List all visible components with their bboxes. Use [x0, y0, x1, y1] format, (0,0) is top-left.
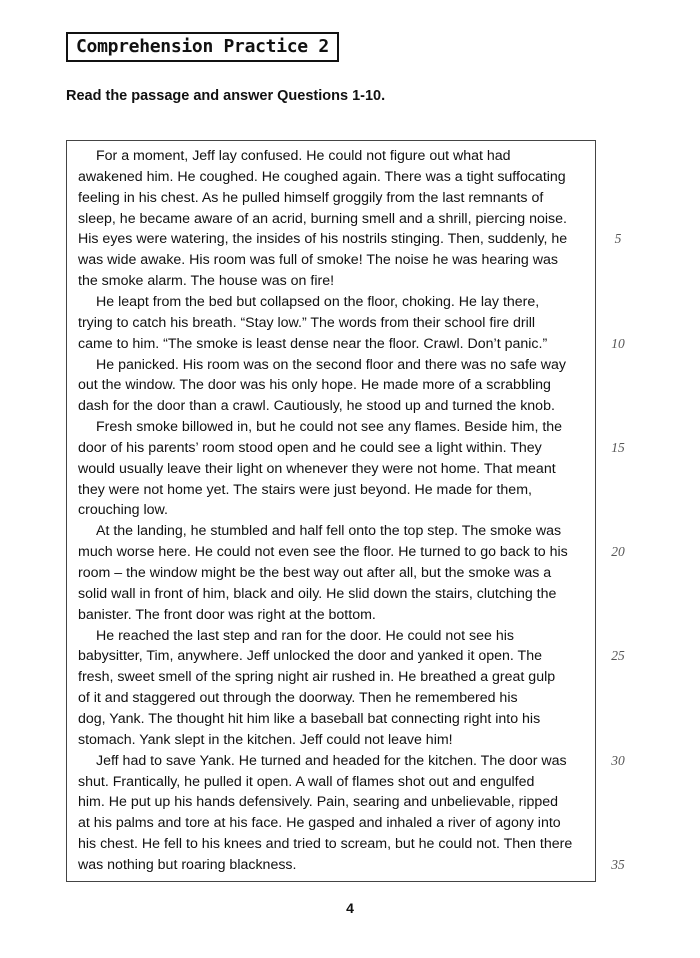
passage-line: him. He put up his hands defensively. Pain, searing and unbelievable, ripped: [78, 794, 559, 811]
line-number: 20: [611, 544, 625, 560]
passage-line: sleep, he became aware of an acrid, burning smell and a shrill, piercing noise.: [78, 210, 567, 227]
passage-line: they were not home yet. The stairs were just beyond. He made for them,: [78, 481, 532, 498]
passage-line: at his palms and tore at his face. He gasped and inhaled a river of agony into: [78, 815, 561, 832]
passage-line: trying to catch his breath. “Stay low.” The words from their school fire drill: [78, 314, 536, 331]
passage-line: Fresh smoke billowed in, but he could not see any flames. Beside him, the: [96, 419, 563, 436]
passage-line: was nothing but roaring blackness.: [78, 856, 297, 873]
passage-line: crouching low.: [78, 502, 168, 519]
passage-line: door of his parents’ room stood open and he could see a light within. They: [78, 439, 542, 456]
passage-line: He reached the last step and ran for the door. He could not see his: [96, 627, 515, 644]
passage-line: his chest. He fell to his knees and tried to scream, but he could not. Then there: [78, 836, 573, 853]
passage-line: the smoke alarm. The house was on fire!: [78, 273, 335, 290]
page-number: 4: [346, 900, 354, 916]
page-title: Comprehension Practice 2: [66, 32, 339, 62]
passage-line: came to him. “The smoke is least dense near the floor. Crawl. Don’t panic.”: [78, 335, 548, 352]
passage-line: For a moment, Jeff lay confused. He could not figure out what had: [96, 148, 511, 164]
passage-line: was wide awake. His room was full of smoke! The noise he was hearing was: [78, 252, 558, 269]
passage-line: dash for the door than a crawl. Cautiously, he stood up and turned the knob.: [78, 398, 555, 415]
line-number: 35: [611, 856, 625, 872]
passage-line: fresh, sweet smell of the spring night air rushed in. He breathed a great gulp: [78, 669, 556, 686]
passage-line: awakened him. He coughed. He coughed again. There was a tight suffocating: [78, 168, 566, 185]
passage-line: He panicked. His room was on the second floor and there was no safe way: [96, 356, 567, 373]
passage-line: dog, Yank. The thought hit him like a baseball bat connecting right into his: [78, 710, 541, 727]
passage-line: much worse here. He could not even see the floor. He turned to go back to his: [78, 544, 568, 561]
passage-line: His eyes were watering, the insides of his nostrils stinging. Then, suddenly, he: [78, 231, 568, 248]
passage-line: At the landing, he stumbled and half fell onto the top step. The smoke was: [96, 523, 562, 540]
passage-line: feeling in his chest. As he pulled himself groggily from the last remnants of: [78, 189, 544, 206]
instructions: Read the passage and answer Questions 1-10.: [66, 88, 386, 104]
passage-line: He leapt from the bed but collapsed on the floor, choking. He lay there,: [96, 293, 540, 310]
passage-line: shut. Frantically, he pulled it open. A wall of flames shot out and engulfed: [78, 773, 535, 790]
line-number: 30: [611, 752, 625, 768]
passage-line: babysitter, Tim, anywhere. Jeff unlocked the door and yanked it open. The: [78, 648, 543, 665]
passage-line: stomach. Yank slept in the kitchen. Jeff could not leave him!: [78, 731, 453, 748]
passage-line: of it and staggered out through the doorway. Then he remembered his: [78, 690, 518, 707]
line-number: 5: [614, 231, 622, 247]
passage-line: room – the window might be the best way out after all, but the smoke was a: [78, 565, 552, 581]
passage-line: would usually leave their light on whenever they were not home. That meant: [78, 460, 556, 477]
passage-line: solid wall in front of him, black and oily. He slid down the stairs, clutching the: [78, 585, 557, 602]
passage-line: banister. The front door was right at the bottom.: [78, 606, 376, 623]
passage-line: out the window. The door was his only hope. He made more of a scrabbling: [78, 377, 551, 394]
line-number: 25: [611, 648, 625, 664]
passage-line: Jeff had to save Yank. He turned and headed for the kitchen. The door was: [96, 752, 567, 769]
line-number: 15: [611, 439, 625, 455]
line-number: 10: [611, 335, 625, 351]
